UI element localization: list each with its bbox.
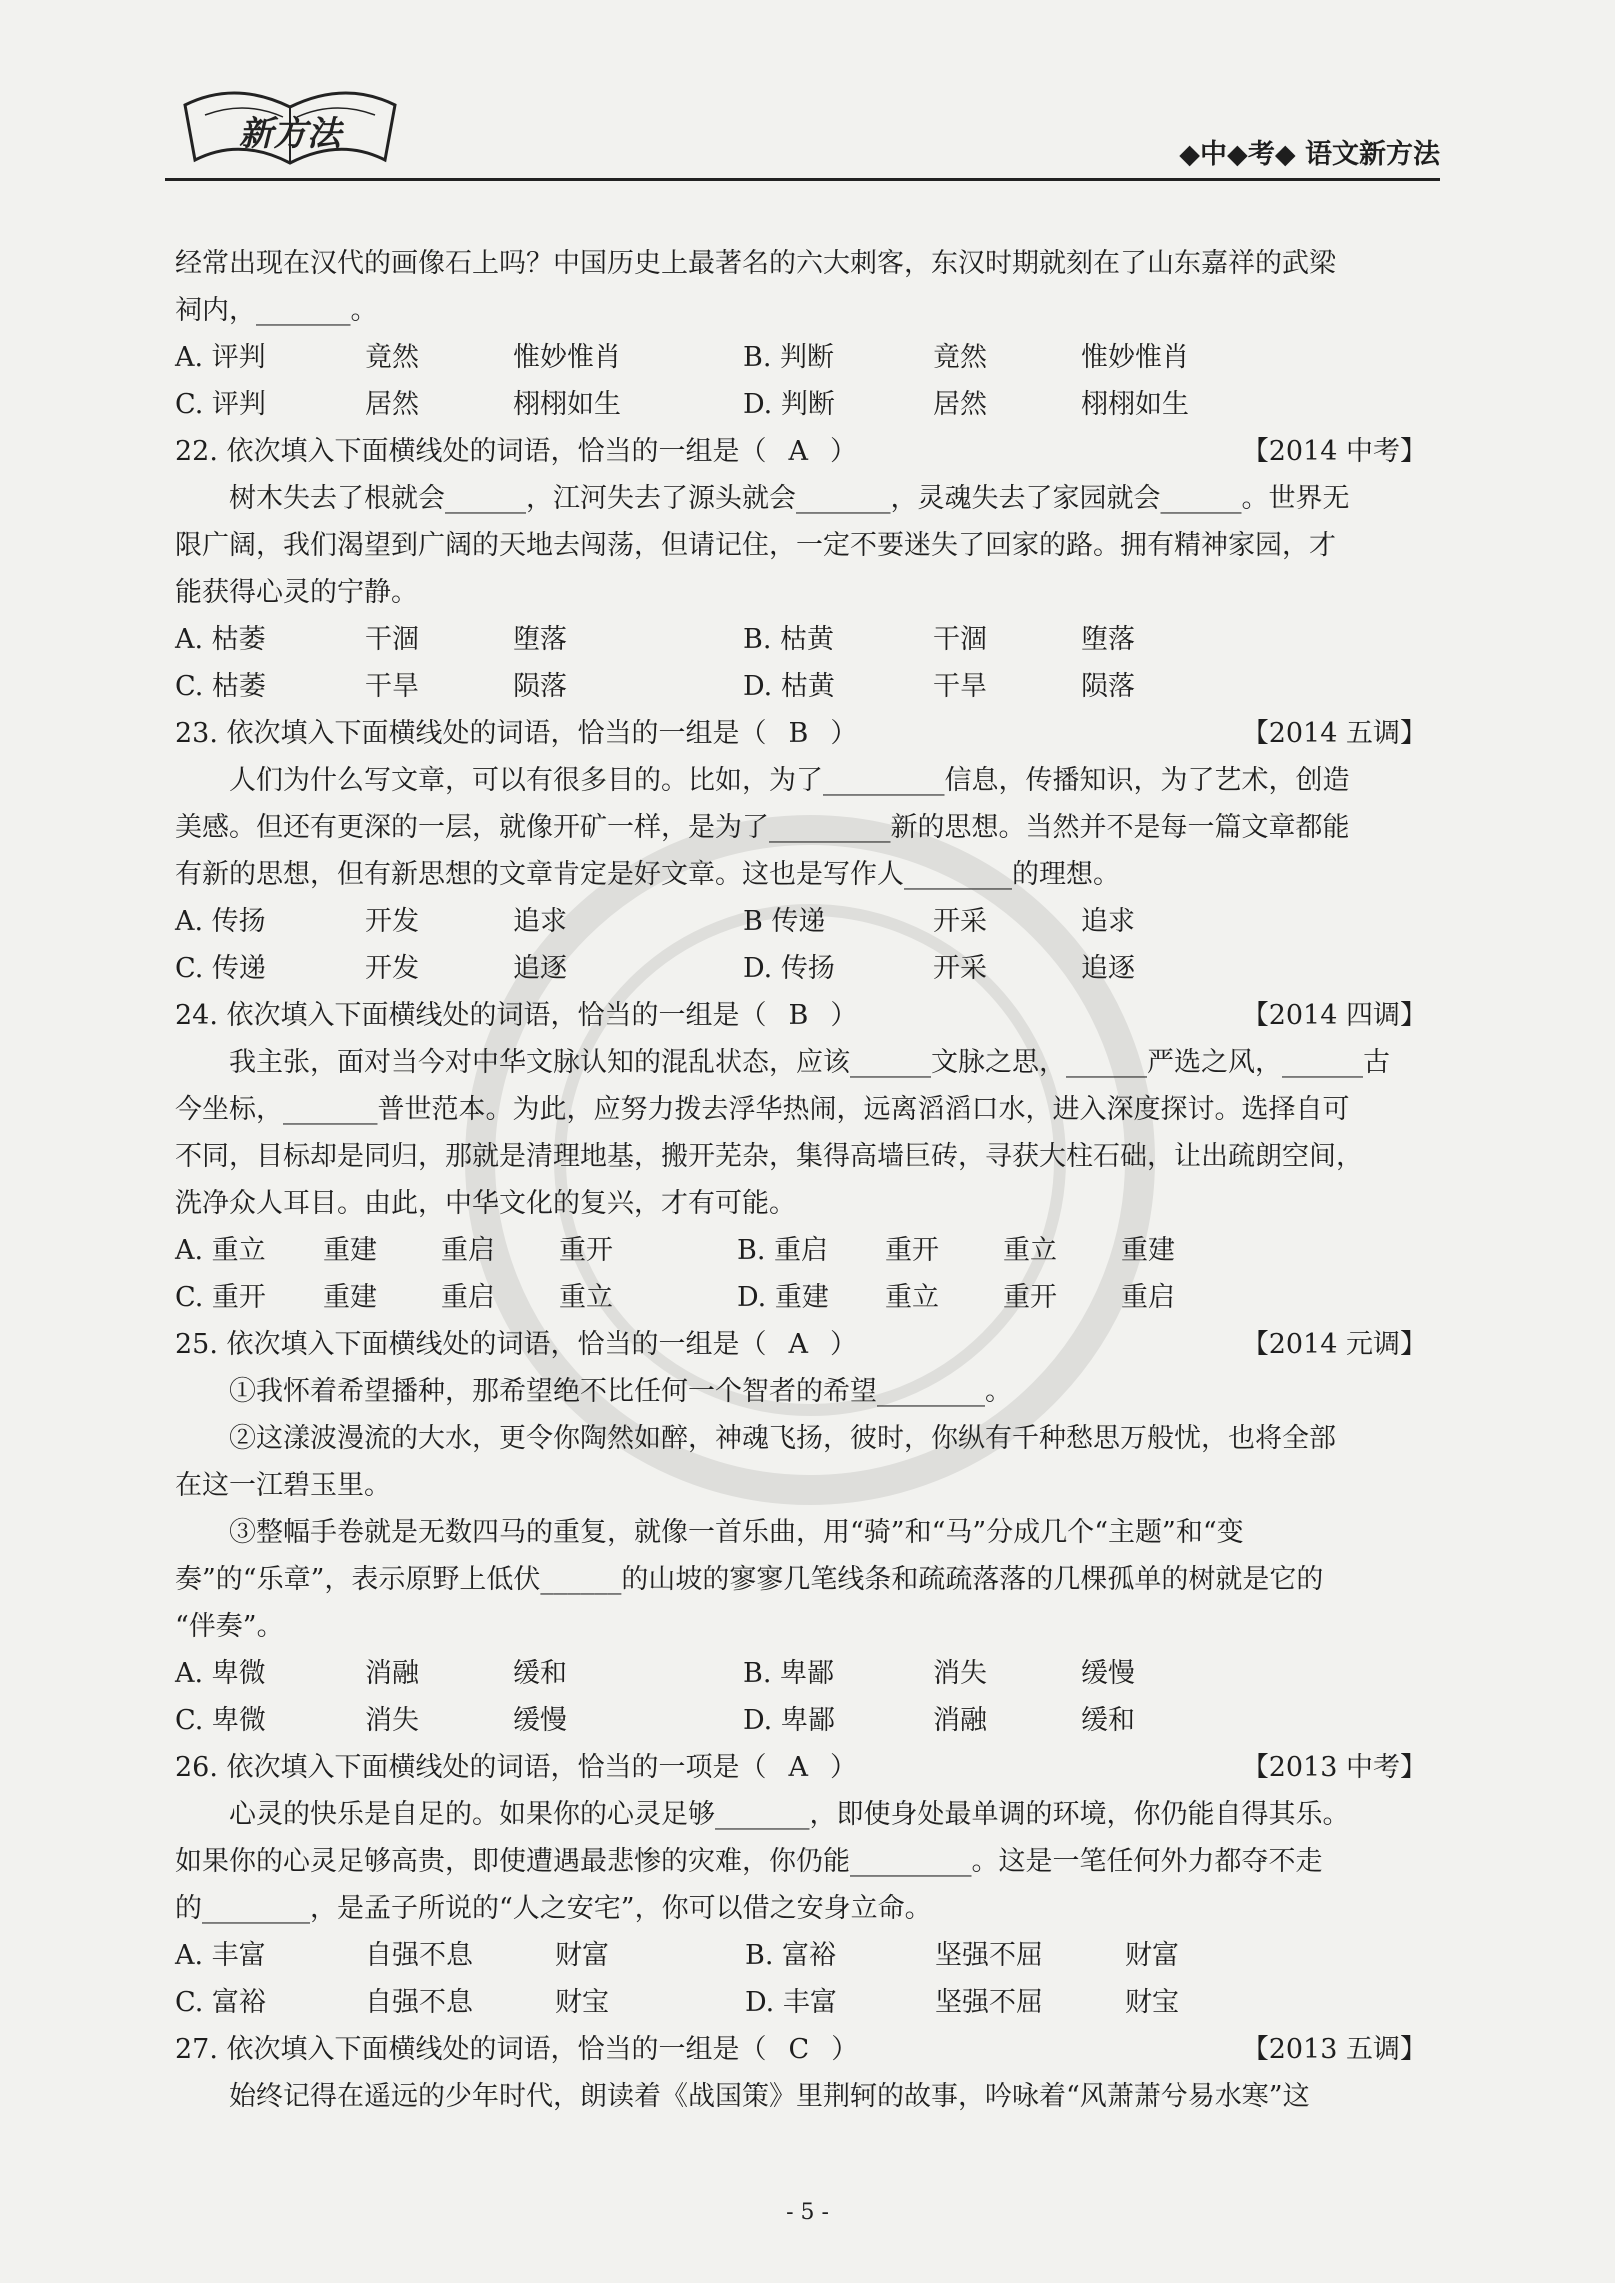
option: 干旱 [365,671,419,702]
header-title: ◆中◆考◆ 语文新方法 [1179,139,1440,170]
answer: A [788,1752,809,1783]
content [175,240,1435,2120]
options-row [175,1274,1435,1321]
source-tag: 【2014 中考】 [1241,436,1427,467]
question-stem: 22. 依次填入下面横线处的词语，恰当的一组是（ [175,436,767,467]
options-row [175,898,1435,945]
spacer [677,1227,737,1274]
options-row [175,1697,1435,1744]
option: 重立 [559,1282,613,1313]
options-row [175,945,1435,992]
option: 追逐 [1081,953,1135,984]
option: C. 枯萎 [175,671,266,702]
option: 重建 [1121,1235,1175,1266]
option: 消失 [365,1705,419,1736]
option: B. 卑鄙 [743,1658,835,1689]
option: 居然 [365,389,419,420]
text-line: 祠内，_______。 [175,295,378,326]
option: 开采 [933,906,987,937]
option: 重启 [441,1282,495,1313]
option: D. 判断 [743,389,835,420]
option: 缓和 [513,1658,567,1689]
question-stem: 27. 依次填入下面横线处的词语，恰当的一组是（ [175,2034,767,2065]
options-row [175,1650,1435,1697]
text-line: ③整幅手卷就是无数四马的重复，就像一首乐曲，用“骑”和“马”分成几个“主题”和“变 [229,1517,1244,1548]
text-line: 今坐标，_______普世范本。为此，应努力拨去浮华热闹，远离滔滔口水，进入深度探讨。选择自可 [175,1094,1350,1125]
option: D. 卑鄙 [743,1705,835,1736]
paren: ） [830,1329,858,1360]
option: 开发 [365,906,419,937]
options-row [175,334,1435,381]
text-line: 如果你的心灵足够高贵，即使遭遇最悲惨的灾难，你仍能_________。这是一笔任何外力都夺不走 [175,1846,1323,1877]
option: 追逐 [513,953,567,984]
option: 重开 [559,1235,613,1266]
text-line: 的________，是孟子所说的“人之安宅”，你可以借之安身立命。 [175,1893,932,1924]
options-row [175,1932,1435,1979]
option: 财宝 [555,1987,609,2018]
text-line: 有新的思想，但有新思想的文章肯定是好文章。这也是写作人________的理想。 [175,859,1120,890]
option: 开发 [365,953,419,984]
option: 陨落 [1081,671,1135,702]
option: D. 丰富 [745,1987,837,2018]
text-line: 限广阔，我们渴望到广阔的天地去闯荡，但请记住，一定不要迷失了回家的路。拥有精神家园，才 [175,530,1336,561]
option: 自强不息 [365,1987,473,2018]
source-tag: 【2013 中考】 [1241,1752,1427,1783]
options-row [175,381,1435,428]
text-line: “伴奏”。 [175,1611,284,1642]
option: 重立 [1003,1235,1057,1266]
question-stem: 25. 依次填入下面横线处的词语，恰当的一组是（ [175,1329,767,1360]
logo-text: 新方法 [239,114,341,154]
option: 重开 [885,1235,939,1266]
options-row [175,663,1435,710]
question-24 [175,992,1435,1039]
option: 坚强不屈 [935,1940,1043,1971]
option: 干涸 [365,624,419,655]
option: 重建 [323,1282,377,1313]
option: 缓和 [1081,1705,1135,1736]
option: D. 重建 [737,1282,829,1313]
logo [175,75,405,175]
text-line: 美感。但还有更深的一层，就像开矿一样，是为了_________新的思想。当然并不是每一篇文章都能 [175,812,1350,843]
page-number: - 5 - [786,2200,829,2225]
option: 消失 [933,1658,987,1689]
option: 开采 [933,953,987,984]
option: 消融 [365,1658,419,1689]
text-line: 始终记得在遥远的少年时代，朗读着《战国策》里荆轲的故事，吟咏着“风萧萧兮易水寒”这 [229,2081,1310,2112]
options-row [175,1227,1435,1274]
option: C. 卑微 [175,1705,266,1736]
option: 重开 [1003,1282,1057,1313]
text-line: 经常出现在汉代的画像石上吗？中国历史上最著名的六大刺客，东汉时期就刻在了山东嘉祥的武梁 [175,248,1336,279]
spacer [677,1274,737,1321]
option: 堕落 [1081,624,1135,655]
option: 财富 [555,1940,609,1971]
option: 堕落 [513,624,567,655]
paren: ） [830,1752,858,1783]
options-row [175,616,1435,663]
header-rule [165,178,1440,181]
option: 缓慢 [513,1705,567,1736]
option: 栩栩如生 [513,389,621,420]
option: B. 判断 [743,342,835,373]
source-tag: 【2014 五调】 [1241,718,1427,749]
option: 坚强不屈 [935,1987,1043,2018]
option: 陨落 [513,671,567,702]
option: A. 枯萎 [175,624,266,655]
option: 重启 [1121,1282,1175,1313]
paren: ） [831,2034,859,2065]
question-stem: 24. 依次填入下面横线处的词语，恰当的一组是（ [175,1000,767,1031]
option: 自强不息 [365,1940,473,1971]
answer: C [788,2034,810,2065]
question-25 [175,1321,1435,1368]
option: B. 枯黄 [743,624,835,655]
option: D. 传扬 [743,953,835,984]
text-line: 树木失去了根就会______，江河失去了源头就会_______，灵魂失去了家园就会______。世界无 [229,483,1350,514]
options-row [175,1979,1435,2026]
paren: ） [830,436,858,467]
option: 干旱 [933,671,987,702]
text-line: 我主张，面对当今对中华文脉认知的混乱状态，应该______文脉之思，______严选之风，______古 [229,1047,1390,1078]
option: C. 评判 [175,389,266,420]
option: 栩栩如生 [1081,389,1189,420]
answer: A [788,436,809,467]
option: 财宝 [1125,1987,1179,2018]
option: 重建 [323,1235,377,1266]
option: A. 丰富 [175,1940,266,1971]
source-tag: 【2013 五调】 [1241,2034,1427,2065]
option: B. 重启 [737,1235,829,1266]
option: C. 传递 [175,953,266,984]
option: 惟妙惟肖 [1081,342,1189,373]
text-line: 在这一江碧玉里。 [175,1470,391,1501]
question-stem: 26. 依次填入下面横线处的词语，恰当的一项是（ [175,1752,767,1783]
option: A. 卑微 [175,1658,266,1689]
text-line: 洗净众人耳目。由此，中华文化的复兴，才有可能。 [175,1188,796,1219]
option: B 传递 [743,906,826,937]
text-line: 心灵的快乐是自足的。如果你的心灵足够_______，即使身处最单调的环境，你仍能自得其乐。 [229,1799,1350,1830]
text-line: 能获得心灵的宁静。 [175,577,418,608]
option: A. 评判 [175,342,266,373]
text-line: 奏”的“乐章”，表示原野上低伏______的山坡的寥寥几笔线条和疏疏落落的几棵孤单的树就是它的 [175,1564,1324,1595]
option: 居然 [933,389,987,420]
option: 缓慢 [1081,1658,1135,1689]
open-book-icon [175,75,405,175]
question-26 [175,1744,1435,1791]
option: 重启 [441,1235,495,1266]
option: C. 重开 [175,1282,266,1313]
source-tag: 【2014 元调】 [1241,1329,1427,1360]
answer: A [788,1329,809,1360]
option: A. 传扬 [175,906,266,937]
option: C. 富裕 [175,1987,266,2018]
text-line: ②这漾波漫流的大水，更令你陶然如醉，神魂飞扬，彼时，你纵有千种愁思万般忧，也将全部 [229,1423,1336,1454]
question-22 [175,428,1435,475]
text-line: 人们为什么写文章，可以有很多目的。比如，为了_________信息，传播知识，为了艺术，创造 [229,765,1350,796]
option: 重立 [885,1282,939,1313]
text-line: 不同，目标却是同归，那就是清理地基，搬开芜杂，集得高墙巨砖，寻获大柱石础，让出疏朗空间， [175,1141,1363,1172]
page-header [165,60,1440,180]
option: 追求 [513,906,567,937]
answer: B [788,718,809,749]
option: 追求 [1081,906,1135,937]
option: 竟然 [365,342,419,373]
text-line: ①我怀着希望播种，那希望绝不比任何一个智者的希望________。 [229,1376,1012,1407]
option: 财富 [1125,1940,1179,1971]
paren: ） [830,718,858,749]
option: 惟妙惟肖 [513,342,621,373]
source-tag: 【2014 四调】 [1241,1000,1427,1031]
question-23 [175,710,1435,757]
option: A. 重立 [175,1235,266,1266]
option: D. 枯黄 [743,671,835,702]
option: B. 富裕 [745,1940,837,1971]
option: 消融 [933,1705,987,1736]
question-27 [175,2026,1435,2073]
question-stem: 23. 依次填入下面横线处的词语，恰当的一组是（ [175,718,767,749]
answer: B [788,1000,809,1031]
option: 干涸 [933,624,987,655]
paren: ） [830,1000,858,1031]
option: 竟然 [933,342,987,373]
